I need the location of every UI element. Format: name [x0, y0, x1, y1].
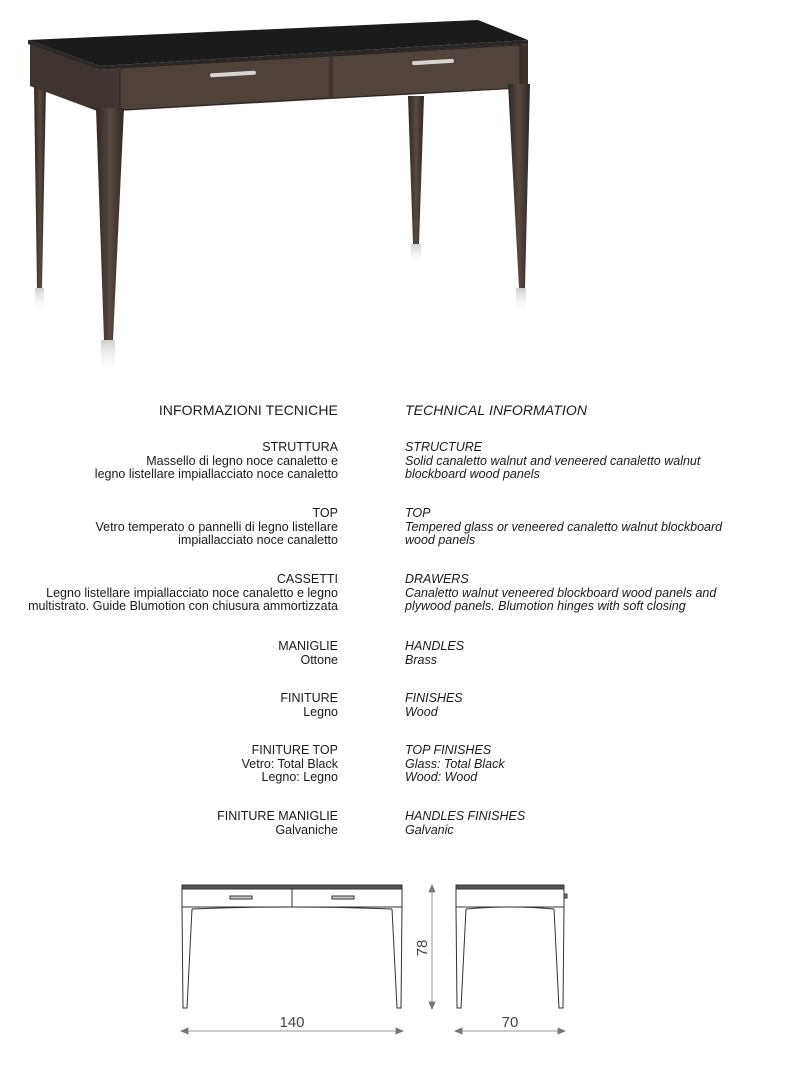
spec-title: FINITURE: [280, 691, 338, 705]
spec-it: [0, 507, 338, 548]
spec-line: Solid canaletto walnut and veneered canaletto walnut: [405, 453, 701, 468]
spec-line: legno listellare impiallacciato noce canaletto: [94, 467, 338, 482]
dimension-drawing: [170, 872, 590, 1042]
spec-title: TOP: [312, 506, 338, 520]
spec-title: HANDLES FINISHES: [405, 809, 526, 823]
spec-line: Tempered glass or veneered canaletto walnut blockboard: [405, 519, 723, 534]
spec-title: FINISHES: [405, 691, 463, 705]
spec-line: Ottone: [300, 652, 338, 667]
spec-it: [0, 810, 338, 837]
spec-line: wood panels: [405, 533, 476, 548]
spec-en: [405, 441, 765, 482]
spec-en: [405, 640, 765, 667]
spec-line: Brass: [405, 652, 437, 667]
back-leg-right: [408, 96, 424, 244]
spec-title: STRUTTURA: [262, 440, 338, 454]
spec-title: HANDLES: [405, 639, 465, 653]
spec-it: [0, 441, 338, 482]
spec-title: DRAWERS: [405, 572, 469, 586]
back-leg-left: [34, 86, 46, 288]
spec-line: impiallacciato noce canaletto: [178, 533, 338, 548]
spec-line: Galvaniche: [275, 822, 338, 837]
spec-en: [405, 507, 765, 548]
spec-it: [0, 744, 338, 785]
spec-en: [405, 692, 765, 719]
spec-line: Vetro: Total Black: [241, 756, 338, 771]
spec-line: Galvanic: [405, 822, 454, 837]
spec-it: [0, 573, 338, 614]
spec-line: Canaletto walnut veneered blockboard wood panels and: [405, 585, 717, 600]
front-leg-left: [96, 108, 124, 340]
width-label: 140: [279, 1014, 305, 1031]
spec-line: plywood panels. Blumotion hinges with soft closing: [405, 599, 686, 614]
spec-line: Legno listellare impiallacciato noce canaletto e legno: [46, 585, 338, 600]
spec-line: Legno: [303, 704, 338, 719]
spec-line: Vetro temperato o pannelli di legno listellare: [95, 519, 338, 534]
spec-en: [405, 810, 765, 837]
spec-line: blockboard wood panels: [405, 467, 540, 482]
spec-en: [405, 744, 765, 785]
depth-label: 70: [501, 1014, 519, 1031]
header-it: INFORMAZIONI TECNICHE: [158, 402, 338, 418]
spec-en: [405, 573, 765, 614]
spec-title: TOP FINISHES: [405, 743, 492, 757]
header-en: TECHNICAL INFORMATION: [405, 402, 588, 418]
spec-it: [0, 640, 338, 667]
spec-title: MANIGLIE: [278, 639, 338, 653]
front-view: [182, 885, 402, 1008]
spec-title: FINITURE TOP: [251, 743, 338, 757]
spec-title: CASSETTI: [276, 572, 338, 586]
spec-line: Legno: Legno: [261, 770, 338, 785]
side-view: [456, 885, 567, 1008]
spec-title: TOP: [405, 506, 431, 520]
product-photo: [0, 0, 786, 380]
height-label: 78: [414, 939, 431, 957]
spec-title: FINITURE MANIGLIE: [217, 809, 338, 823]
spec-line: Glass: Total Black: [405, 756, 505, 771]
spec-line: Massello di legno noce canaletto e: [146, 453, 338, 468]
spec-line: Wood: [405, 704, 438, 719]
spec-line: multistrato. Guide Blumotion con chiusura ammortizzata: [28, 599, 338, 614]
spec-title: STRUCTURE: [405, 440, 483, 454]
front-leg-right: [508, 84, 530, 288]
spec-it: [0, 692, 338, 719]
spec-line: Wood: Wood: [405, 770, 478, 785]
